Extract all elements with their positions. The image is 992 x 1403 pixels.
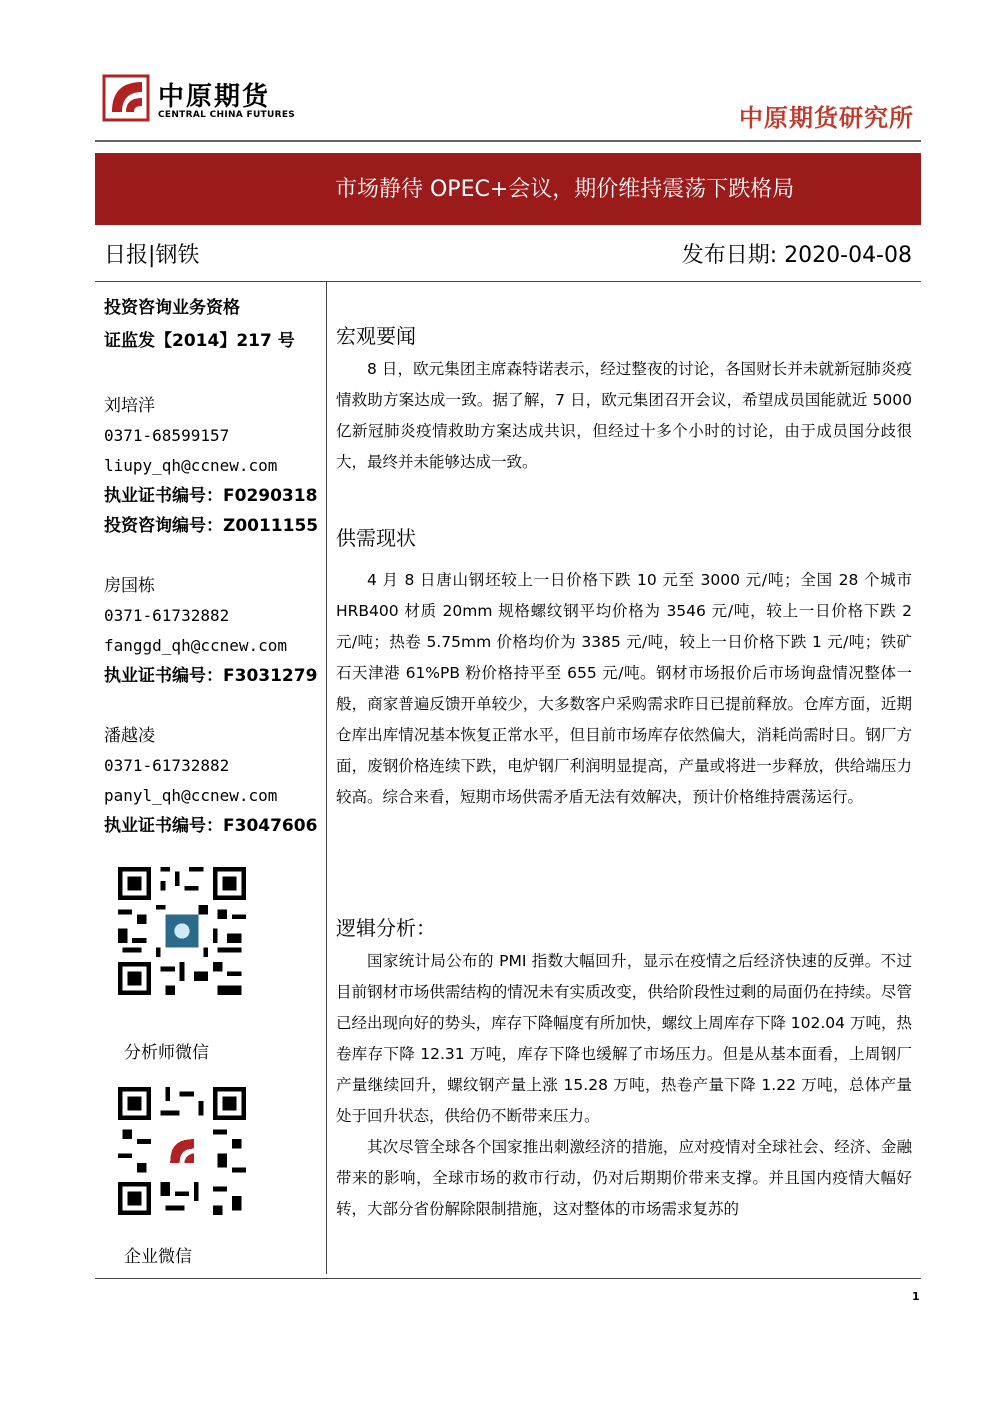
analyst-name: 房国栋 [104,576,155,596]
logo-chinese-text: 中原期货 [158,82,271,112]
footer-divider [95,1278,921,1279]
analyst-license: 执业证书编号：F3031279 [104,666,318,686]
analyst-phone: 0371-68599157 [104,426,230,445]
analyst-qr-caption: 分析师微信 [124,1043,209,1063]
analyst-email[interactable]: liupy_qh@ccnew.com [104,456,278,475]
analyst-email[interactable]: fanggd_qh@ccnew.com [104,636,288,655]
section-heading: 供需现状 [336,526,416,550]
paragraph: 4 月 8 日唐山钢坯较上一日价格下跌 10 元至 3000 元/吨；全国 28 个城市 HRB400 材质 20mm 规格螺纹钢平均价格为 3546 元/吨，较上一日价格下跌 2 元/吨；热卷 5.75mm 价格均价为 3385 元/吨，较上一日价格下跌 1 元/吨；铁矿石天津港 61%PB 粉价格持平至 655 元/吨。钢材市场报价后市场询盘情况整体一般，商家普遍反馈开单较少，大多数客户采购需求昨日已提前释放。仓库方面，近期仓库出库情况基本恢复正常水平，但目前市场库存依然偏大，消耗尚需时日。钢厂方面，废钢价格连续下跌，电炉钢厂利润明显提高，产量或将进一步释放，供给端压力较高。综合来看，短期市场供需矛盾无法有效解决，预计价格维持震荡运行。 [336,571,912,806]
analyst-phone: 0371-61732882 [104,756,230,775]
company-qr-code-icon[interactable] [113,1082,251,1220]
subheader-divider [95,281,921,282]
institute-name: 中原期货研究所 [739,104,914,132]
section-body [336,946,912,1225]
section-body [336,354,912,478]
analyst-license: 执业证书编号：F3047606 [104,816,318,836]
paragraph: 8 日，欧元集团主席森特诺表示，经过整夜的讨论，各国财长并未就新冠肺炎疫情救助方案达成一致。据了解，7 日，欧元集团召开会议，希望成员国能就近 5000 亿新冠肺炎疫情救助方案达成共识，但经过十多个小时的讨论，由于成员国分歧很大，最终并未能够达成一致。 [336,360,912,471]
paragraph: 其次尽管全球各个国家推出刺激经济的措施，应对疫情对全球社会、经济、金融带来的影响，全球市场的救市行动，仍对后期期价带来支撑。并且国内疫情大幅好转，大部分省份解除限制措施，这对整体的市场需求复苏的 [336,1138,912,1218]
analyst-advisory-number: 投资咨询编号：Z0011155 [104,516,319,536]
logo-english-text: CENTRAL CHINA FUTURES [158,110,296,120]
analyst-qr-code-icon[interactable] [113,862,251,1000]
section-heading: 宏观要闻 [336,324,416,348]
qualification-title: 投资咨询业务资格 [104,298,240,318]
analyst-phone: 0371-61732882 [104,606,230,625]
report-category: 日报|钢铁 [104,243,200,268]
analyst-email[interactable]: panyl_qh@ccnew.com [104,786,278,805]
analyst-name: 刘培洋 [104,396,155,416]
company-logo-icon [100,72,152,124]
section-heading: 逻辑分析： [336,916,436,940]
paragraph: 国家统计局公布的 PMI 指数大幅回升，显示在疫情之后经济快速的反弹。不过目前钢材市场供需结构的情况未有实质改变，供给阶段性过剩的局面仍在持续。尽管已经出现向好的势头，库存下降幅度有所加快，螺纹上周库存下降 102.04 万吨，热卷库存下降 12.31 万吨，库存下降也缓解了市场压力。但是从基本面看，上周钢厂产量继续回升，螺纹钢产量上涨 15.28 万吨，热卷产量下降 1.22 万吨，总体产量处于回升状态，供给仍不断带来压力。 [336,952,912,1125]
analyst-license: 执业证书编号：F0290318 [104,486,318,506]
report-title: 市场静待 OPEC+会议，期价维持震荡下跌格局 [335,177,795,202]
column-divider [326,282,327,1274]
analyst-name: 潘越凌 [104,726,155,746]
section-body [336,565,912,813]
qualification-number: 证监发【2014】217 号 [104,331,295,351]
company-qr-caption: 企业微信 [124,1247,192,1267]
header-divider [95,140,921,142]
publish-date: 发布日期: 2020-04-08 [681,243,912,268]
page-number: 1 [912,1290,920,1303]
